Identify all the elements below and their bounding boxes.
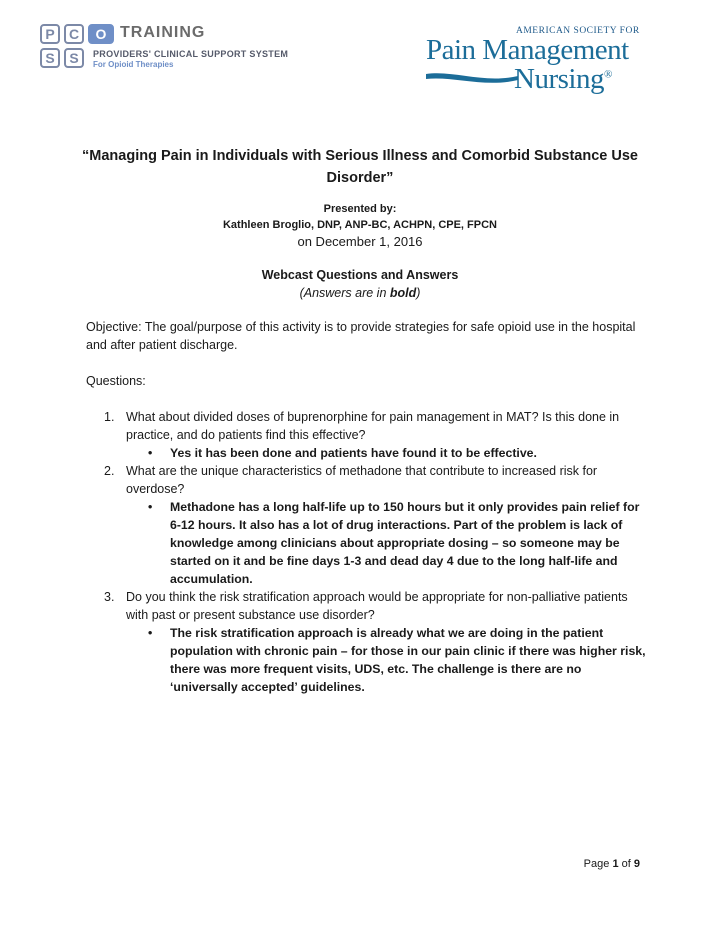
aspmn-top-text: AMERICAN SOCIETY FOR [516, 26, 640, 36]
page-number: 1 [612, 858, 619, 870]
answer-item [126, 444, 646, 462]
questions-list [86, 408, 646, 696]
aspmn-logo [424, 26, 684, 96]
pcss-letter-s1: S [40, 48, 60, 68]
answer-text: The risk stratification approach is already what we are doing in the patient population with chronic pain – for those in our pain clinic if there was higher risk, there was more frequent visits, UDS, etc. The challenge is there are no ‘universally accepted’ guidelines. [170, 626, 646, 694]
question-number: 2. [104, 464, 115, 478]
page-word: Page [583, 858, 610, 870]
qa-sub-bold: bold [389, 286, 417, 300]
qa-sub-prefix: (Answers are in [299, 286, 390, 300]
bullet-icon: • [148, 626, 153, 640]
presented-by-label: Presented by: [323, 203, 397, 215]
presentation-date: on December 1, 2016 [297, 234, 423, 249]
document-title: “Managing Pain in Individuals with Serious Illness and Comorbid Substance Use Disorder” [82, 148, 638, 186]
pcss-training-word: TRAINING [120, 24, 206, 41]
aspmn-nursing-word: Nursing [514, 63, 604, 95]
presenter-name: Kathleen Broglio, DNP, ANP-BC, ACHPN, CPE, FPCN [222, 219, 497, 231]
bullet-icon: • [148, 500, 153, 514]
pcss-letter-o: O [88, 24, 114, 44]
answer-item [126, 498, 646, 588]
question-item [86, 588, 646, 696]
qa-sub-suffix: ) [416, 286, 421, 300]
aspmn-swoosh-icon [424, 68, 520, 88]
aspmn-line1: Pain Management [426, 34, 629, 66]
answer-text: Methadone has a long half-life up to 150 hours but it only provides pain relief for 6-12 hours. It also has a lot of drug interactions. Part of the problem is lack of knowledge among clinicians about appropriate dosing – so someone may be started on it and be fine days 1-3 and dead day 4 due to the long half-life and accumulation. [170, 500, 640, 586]
pcss-letter-c: C [64, 24, 84, 44]
page-total: 9 [633, 858, 640, 870]
qa-subtitle [0, 286, 720, 300]
pcss-training-logo [40, 24, 290, 74]
question-text: Do you think the risk stratification approach would be appropriate for non-palliative patients with past or present substance use disorder? [126, 590, 628, 622]
objective-paragraph: Objective: The goal/purpose of this activity is to provide strategies for safe opioid use in the hospital and after patient discharge. [86, 320, 636, 352]
page-footer [560, 858, 640, 870]
aspmn-reg-mark: ® [603, 68, 612, 81]
questions-label: Questions: [86, 374, 146, 388]
question-item [86, 462, 646, 588]
answer-text: Yes it has been done and patients have found it to be effective. [170, 446, 537, 460]
answer-item [126, 624, 646, 696]
pcss-for-text: For Opioid Therapies [93, 60, 174, 69]
bullet-icon: • [148, 446, 153, 460]
qa-title: Webcast Questions and Answers [261, 268, 459, 282]
question-number: 1. [104, 410, 115, 424]
pcss-letter-s2: S [64, 48, 84, 68]
pcss-providers-text: PROVIDERS' CLINICAL SUPPORT SYSTEM [93, 49, 289, 59]
question-number: 3. [104, 590, 115, 604]
aspmn-line2 [514, 63, 612, 96]
question-text: What are the unique characteristics of methadone that contribute to increased risk for overdose? [126, 464, 598, 496]
pcss-letter-p: P [40, 24, 60, 44]
question-text: What about divided doses of buprenorphine for pain management in MAT? Is this done in practice, and do patients find this effective? [126, 410, 620, 442]
of-word: of [621, 858, 631, 870]
question-item [86, 408, 646, 462]
